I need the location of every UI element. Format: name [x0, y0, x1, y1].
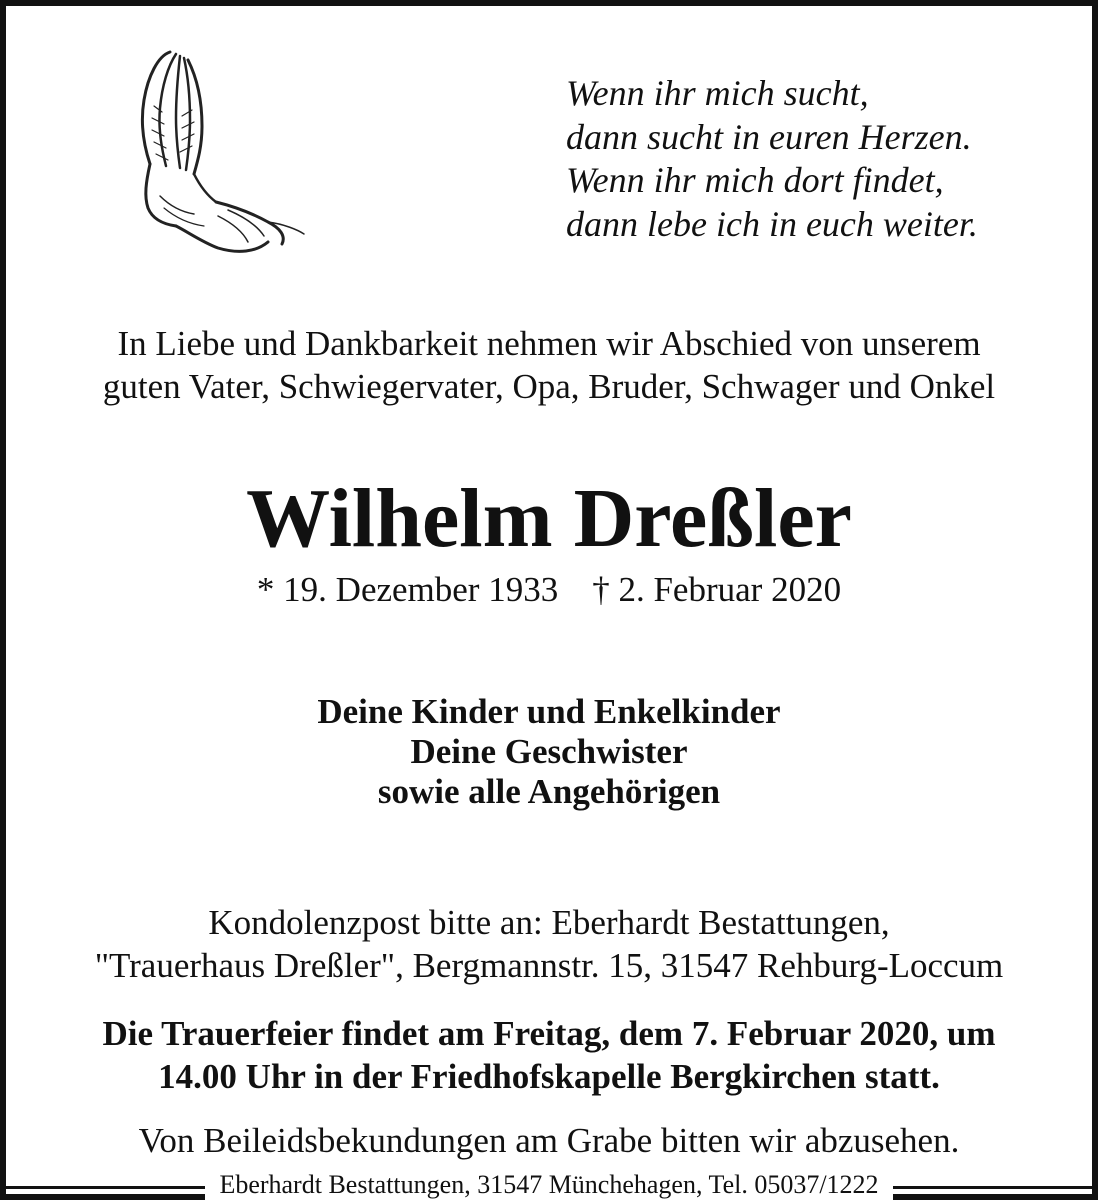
mourners-line: Deine Kinder und Enkelkinder [317, 692, 781, 731]
funeral-home-contact: Eberhardt Bestattungen, 31547 Münchehagen, Tel. 05037/1222 [205, 1168, 892, 1202]
intro-line: guten Vater, Schwiegervater, Opa, Bruder, Schwager und Onkel [102, 367, 996, 406]
condolence-line: "Trauerhaus Dreßler", Bergmannstr. 15, 31547 Rehburg-Loccum [94, 946, 1004, 985]
mourners-line: Deine Geschwister [410, 732, 688, 771]
condolence-line: Kondolenzpost bitte an: Eberhardt Bestattungen, [208, 903, 890, 942]
deceased-name: Wilhelm Dreßler [246, 472, 852, 565]
poem [566, 72, 1066, 246]
poem-line: Wenn ihr mich sucht, [566, 73, 869, 113]
service-line: 14.00 Uhr in der Friedhofskapelle Bergkirchen statt. [158, 1057, 940, 1096]
poem-line: dann sucht in euren Herzen. [566, 116, 972, 157]
life-dates [6, 570, 1092, 610]
service-line: Die Trauerfeier findet am Freitag, dem 7. Februar 2020, um [102, 1014, 996, 1053]
mourners-line: sowie alle Angehörigen [377, 772, 721, 811]
poem-line: dann lebe ich in euch weiter. [566, 203, 978, 244]
funeral-service-info [6, 1012, 1092, 1098]
praying-hands-icon [118, 46, 318, 256]
condolence-note: Von Beileidsbekundungen am Grabe bitten wir abzusehen. [138, 1121, 960, 1160]
condolence-address [6, 901, 1092, 987]
intro-text [6, 322, 1092, 408]
death-date: † 2. Februar 2020 [592, 570, 842, 609]
mourners [6, 692, 1092, 812]
poem-line: Wenn ihr mich dort findet, [566, 160, 944, 200]
intro-line: In Liebe und Dankbarkeit nehmen wir Abschied von unserem [117, 324, 981, 363]
footer [6, 1168, 1092, 1202]
birth-date: * 19. Dezember 1933 [256, 570, 559, 609]
